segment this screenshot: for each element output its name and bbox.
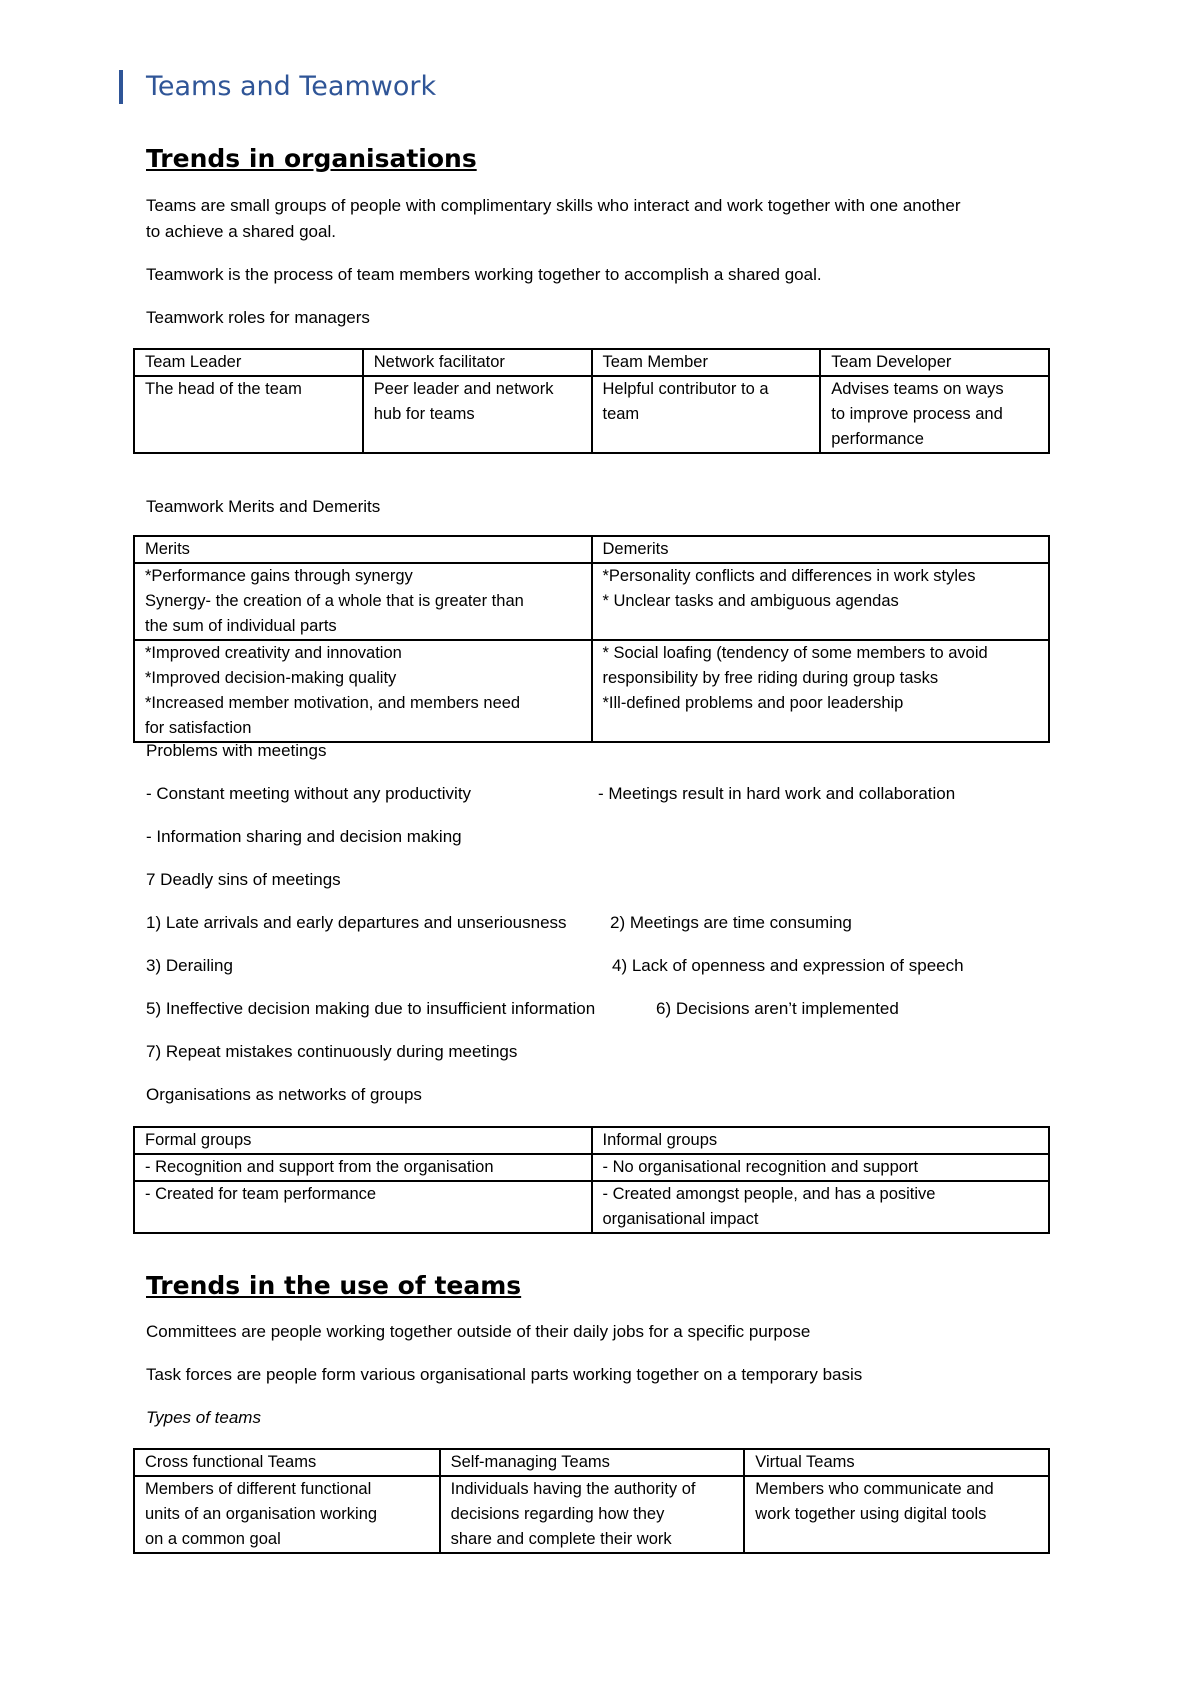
document-title: Teams and Teamwork: [146, 71, 437, 102]
section-heading-trends-in-use-of-teams: Trends in the use of teams: [146, 1271, 522, 1300]
cell-line: hub for teams: [373, 405, 475, 423]
cell-line: units of an organisation working: [145, 1505, 378, 1523]
sin-item: 4) Lack of openness and expression of speech: [612, 956, 964, 975]
cell-line: - Recognition and support from the organisation: [145, 1158, 494, 1176]
cell-line: Advises teams on ways: [831, 380, 1004, 398]
groups-table-header-row: [134, 1127, 1049, 1154]
merits-table-row: [134, 640, 1049, 742]
roles-table-header-row: [134, 349, 1049, 376]
cell-line: to improve process and: [831, 405, 1003, 423]
formal-groups-cell: [134, 1154, 592, 1181]
types-cell-virtual: [744, 1476, 1049, 1553]
groups-table-row: [134, 1181, 1049, 1233]
cell-line: Synergy- the creation of a whole that is greater than: [145, 592, 524, 610]
roles-table-row: [134, 376, 1049, 453]
cell-line: *Improved creativity and innovation: [145, 644, 402, 662]
cell-line: The head of the team: [145, 380, 302, 398]
cell-line: Members of different functional: [145, 1480, 372, 1498]
label-teamwork-roles: Teamwork roles for managers: [146, 308, 370, 327]
roles-cell-team-member: [592, 376, 821, 453]
demerits-header-cell: Demerits: [592, 536, 1050, 563]
paragraph-committees-definition: Committees are people working together outside of their daily jobs for a specific purpose: [146, 1322, 811, 1341]
types-cell-cross-functional: [134, 1476, 440, 1553]
roles-header-cell: Team Developer: [820, 349, 1049, 376]
sin-item: 6) Decisions aren’t implemented: [656, 999, 899, 1018]
groups-table-row: [134, 1154, 1049, 1181]
paragraph-teams-definition-line2: to achieve a shared goal.: [146, 222, 336, 241]
cell-line: *Ill-defined problems and poor leadership: [602, 694, 904, 712]
cell-line: performance: [831, 430, 924, 448]
cell-line: * Unclear tasks and ambiguous agendas: [602, 592, 899, 610]
roles-header-cell: Team Leader: [134, 349, 363, 376]
label-deadly-sins: 7 Deadly sins of meetings: [146, 870, 341, 889]
merits-table-row: [134, 563, 1049, 640]
cell-line: - No organisational recognition and support: [602, 1158, 919, 1176]
cell-line: *Increased member motivation, and members need: [145, 694, 521, 712]
cell-line: *Performance gains through synergy: [145, 567, 413, 585]
merits-cell: [134, 640, 592, 742]
cell-line: organisational impact: [602, 1210, 759, 1228]
cell-line: Members who communicate and: [755, 1480, 994, 1498]
sin-item: 7) Repeat mistakes continuously during meetings: [146, 1042, 518, 1061]
sin-item: 1) Late arrivals and early departures and unseriousness: [146, 913, 567, 932]
cell-line: on a common goal: [145, 1530, 281, 1548]
cell-line: *Personality conflicts and differences in work styles: [602, 567, 976, 585]
roles-cell-team-developer: [820, 376, 1049, 453]
paragraph-task-forces-definition: Task forces are people form various organisational parts working together on a temporary basis: [146, 1365, 863, 1384]
types-header-cell: Virtual Teams: [744, 1449, 1049, 1476]
groups-table: [133, 1126, 1050, 1234]
types-header-cell: Cross functional Teams: [134, 1449, 440, 1476]
roles-table: [133, 348, 1050, 454]
demerits-cell: [592, 640, 1050, 742]
sin-item: 2) Meetings are time consuming: [610, 913, 852, 932]
formal-groups-header-cell: Formal groups: [134, 1127, 592, 1154]
types-table-header-row: [134, 1449, 1049, 1476]
cell-line: share and complete their work: [450, 1530, 672, 1548]
demerits-cell: [592, 563, 1050, 640]
sin-item: 5) Ineffective decision making due to insufficient information: [146, 999, 596, 1018]
title-accent-bar: [119, 70, 123, 104]
merits-table: [133, 535, 1050, 743]
sin-item: 3) Derailing: [146, 956, 233, 975]
label-merits-demerits: Teamwork Merits and Demerits: [146, 497, 381, 516]
label-networks-of-groups: Organisations as networks of groups: [146, 1085, 422, 1104]
cell-line: Peer leader and network: [373, 380, 554, 398]
formal-groups-cell: [134, 1181, 592, 1233]
roles-cell-team-leader: [134, 376, 363, 453]
merits-header-cell: Merits: [134, 536, 592, 563]
paragraph-teamwork-definition: Teamwork is the process of team members working together to accomplish a shared goal.: [146, 265, 822, 284]
informal-groups-cell: [592, 1181, 1050, 1233]
cell-line: work together using digital tools: [755, 1505, 987, 1523]
label-problems-with-meetings: Problems with meetings: [146, 741, 327, 760]
merits-cell: [134, 563, 592, 640]
cell-line: the sum of individual parts: [145, 617, 337, 635]
paragraph-teams-definition-line1: Teams are small groups of people with complimentary skills who interact and work together with one another: [146, 196, 961, 215]
cell-line: for satisfaction: [145, 719, 252, 737]
label-types-of-teams: Types of teams: [146, 1408, 261, 1427]
roles-header-cell: Network facilitator: [363, 349, 592, 376]
cell-line: * Social loafing (tendency of some members to avoid: [602, 644, 988, 662]
cell-line: - Created amongst people, and has a positive: [602, 1185, 936, 1203]
cell-line: Helpful contributor to a: [602, 380, 769, 398]
section-heading-trends-in-organisations: Trends in organisations: [146, 144, 477, 173]
meetings-problem-item: - Constant meeting without any productivity: [146, 784, 472, 803]
merits-table-header-row: [134, 536, 1049, 563]
cell-line: Individuals having the authority of: [450, 1480, 696, 1498]
meetings-problem-item: - Information sharing and decision making: [146, 827, 462, 846]
types-of-teams-table: [133, 1448, 1050, 1554]
cell-line: team: [602, 405, 640, 423]
roles-cell-network-facilitator: [363, 376, 592, 453]
cell-line: decisions regarding how they: [450, 1505, 665, 1523]
types-cell-self-managing: [440, 1476, 745, 1553]
types-table-row: [134, 1476, 1049, 1553]
informal-groups-header-cell: Informal groups: [592, 1127, 1050, 1154]
meetings-problem-item: - Meetings result in hard work and collaboration: [598, 784, 956, 803]
cell-line: *Improved decision-making quality: [145, 669, 397, 687]
cell-line: responsibility by free riding during group tasks: [602, 669, 939, 687]
roles-header-cell: Team Member: [592, 349, 821, 376]
cell-line: - Created for team performance: [145, 1185, 377, 1203]
informal-groups-cell: [592, 1154, 1050, 1181]
types-header-cell: Self-managing Teams: [440, 1449, 745, 1476]
